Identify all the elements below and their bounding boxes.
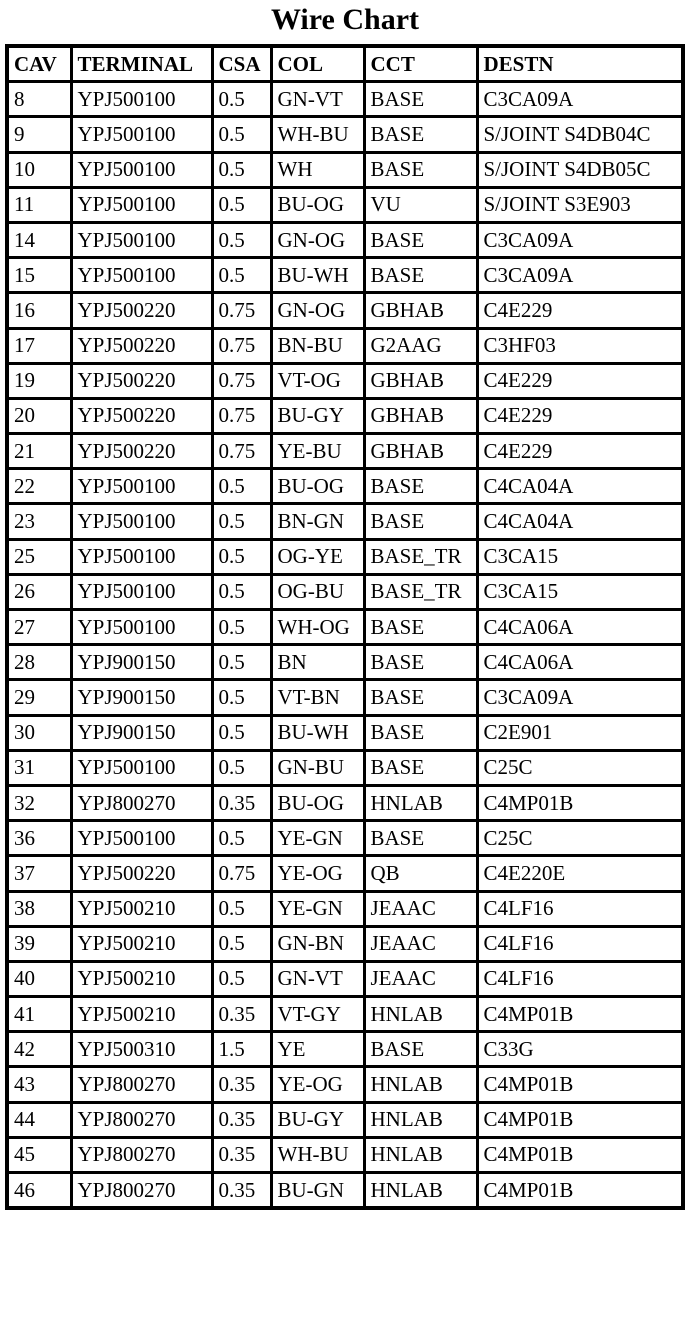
cell-cct: BASE <box>364 821 477 856</box>
cell-col: GN-OG <box>271 222 364 257</box>
cell-cav: 26 <box>7 574 71 609</box>
cell-cav: 44 <box>7 1102 71 1137</box>
cell-csa: 0.5 <box>212 222 271 257</box>
table-row <box>7 1067 683 1102</box>
cell-terminal: YPJ500310 <box>71 1032 212 1067</box>
cell-col: VT-BN <box>271 680 364 715</box>
cell-cct: BASE <box>364 680 477 715</box>
cell-cav: 46 <box>7 1173 71 1209</box>
cell-cav: 28 <box>7 645 71 680</box>
table-row <box>7 152 683 187</box>
cell-cav: 32 <box>7 785 71 820</box>
cell-cav: 29 <box>7 680 71 715</box>
cell-destn: C4LF16 <box>477 891 683 926</box>
cell-destn: C4LF16 <box>477 926 683 961</box>
cell-destn: C3HF03 <box>477 328 683 363</box>
cell-csa: 0.5 <box>212 187 271 222</box>
cell-csa: 0.5 <box>212 258 271 293</box>
cell-cav: 14 <box>7 222 71 257</box>
table-row <box>7 926 683 961</box>
cell-cct: HNLAB <box>364 997 477 1032</box>
cell-cct: JEAAC <box>364 961 477 996</box>
table-row <box>7 750 683 785</box>
cell-col: BN <box>271 645 364 680</box>
cell-cct: BASE <box>364 117 477 152</box>
cell-terminal: YPJ500220 <box>71 856 212 891</box>
column-header-col: COL <box>271 46 364 82</box>
cell-cav: 30 <box>7 715 71 750</box>
table-row <box>7 82 683 117</box>
cell-terminal: YPJ500220 <box>71 398 212 433</box>
cell-csa: 0.75 <box>212 328 271 363</box>
cell-terminal: YPJ500220 <box>71 434 212 469</box>
cell-cav: 40 <box>7 961 71 996</box>
cell-col: BU-WH <box>271 258 364 293</box>
cell-cct: HNLAB <box>364 1067 477 1102</box>
header-row <box>7 46 683 82</box>
cell-terminal: YPJ900150 <box>71 715 212 750</box>
column-header-cct: CCT <box>364 46 477 82</box>
cell-terminal: YPJ500220 <box>71 293 212 328</box>
table-row <box>7 961 683 996</box>
wire-chart-table <box>5 44 685 1210</box>
table-row <box>7 574 683 609</box>
cell-destn: C4LF16 <box>477 961 683 996</box>
cell-cct: GBHAB <box>364 434 477 469</box>
table-row <box>7 363 683 398</box>
cell-cct: BASE <box>364 645 477 680</box>
cell-destn: C4MP01B <box>477 1067 683 1102</box>
cell-destn: C4MP01B <box>477 997 683 1032</box>
cell-terminal: YPJ500100 <box>71 222 212 257</box>
cell-terminal: YPJ500210 <box>71 891 212 926</box>
cell-terminal: YPJ500100 <box>71 187 212 222</box>
cell-csa: 0.5 <box>212 610 271 645</box>
cell-destn: S/JOINT S3E903 <box>477 187 683 222</box>
cell-csa: 0.5 <box>212 645 271 680</box>
cell-cct: GBHAB <box>364 398 477 433</box>
cell-cct: GBHAB <box>364 293 477 328</box>
cell-col: BU-GY <box>271 398 364 433</box>
cell-col: GN-VT <box>271 961 364 996</box>
cell-csa: 0.5 <box>212 750 271 785</box>
cell-col: BU-GN <box>271 1173 364 1209</box>
table-row <box>7 1102 683 1137</box>
table-row <box>7 539 683 574</box>
table-row <box>7 293 683 328</box>
cell-col: BU-OG <box>271 785 364 820</box>
cell-terminal: YPJ500100 <box>71 82 212 117</box>
cell-cct: BASE <box>364 152 477 187</box>
cell-cct: BASE <box>364 469 477 504</box>
cell-destn: C4CA04A <box>477 469 683 504</box>
cell-terminal: YPJ500100 <box>71 258 212 293</box>
cell-cav: 15 <box>7 258 71 293</box>
cell-col: BU-GY <box>271 1102 364 1137</box>
cell-csa: 0.35 <box>212 1067 271 1102</box>
cell-cct: BASE <box>364 715 477 750</box>
column-header-cav: CAV <box>7 46 71 82</box>
cell-col: YE-GN <box>271 891 364 926</box>
cell-cct: JEAAC <box>364 891 477 926</box>
cell-col: YE-GN <box>271 821 364 856</box>
cell-destn: C4CA04A <box>477 504 683 539</box>
cell-destn: C3CA09A <box>477 82 683 117</box>
cell-col: YE-OG <box>271 856 364 891</box>
cell-csa: 0.75 <box>212 398 271 433</box>
cell-destn: C4MP01B <box>477 1173 683 1209</box>
cell-csa: 0.5 <box>212 961 271 996</box>
cell-terminal: YPJ500100 <box>71 821 212 856</box>
table-row <box>7 258 683 293</box>
table-row <box>7 610 683 645</box>
cell-destn: C3CA15 <box>477 574 683 609</box>
cell-terminal: YPJ500210 <box>71 926 212 961</box>
cell-cct: BASE <box>364 82 477 117</box>
cell-terminal: YPJ800270 <box>71 1067 212 1102</box>
cell-cct: BASE <box>364 258 477 293</box>
cell-destn: C4CA06A <box>477 645 683 680</box>
page-title: Wire Chart <box>270 3 420 36</box>
cell-csa: 0.5 <box>212 574 271 609</box>
cell-destn: C4E229 <box>477 293 683 328</box>
cell-col: GN-BN <box>271 926 364 961</box>
column-header-destn: DESTN <box>477 46 683 82</box>
cell-terminal: YPJ500210 <box>71 961 212 996</box>
cell-csa: 0.5 <box>212 680 271 715</box>
cell-csa: 0.75 <box>212 363 271 398</box>
cell-col: VT-OG <box>271 363 364 398</box>
cell-destn: C4E229 <box>477 398 683 433</box>
cell-csa: 0.75 <box>212 434 271 469</box>
table-row <box>7 117 683 152</box>
table-row <box>7 785 683 820</box>
cell-csa: 0.35 <box>212 1102 271 1137</box>
cell-cct: HNLAB <box>364 1102 477 1137</box>
cell-csa: 0.5 <box>212 926 271 961</box>
cell-destn: C4MP01B <box>477 785 683 820</box>
cell-csa: 0.5 <box>212 539 271 574</box>
cell-cav: 27 <box>7 610 71 645</box>
cell-col: BN-GN <box>271 504 364 539</box>
cell-cct: HNLAB <box>364 1173 477 1209</box>
cell-destn: C4E220E <box>477 856 683 891</box>
cell-destn: C3CA09A <box>477 258 683 293</box>
cell-csa: 0.35 <box>212 1173 271 1209</box>
cell-cct: BASE <box>364 222 477 257</box>
cell-csa: 0.5 <box>212 82 271 117</box>
cell-csa: 0.5 <box>212 504 271 539</box>
cell-cav: 45 <box>7 1137 71 1172</box>
table-row <box>7 469 683 504</box>
table-row <box>7 856 683 891</box>
cell-cav: 31 <box>7 750 71 785</box>
cell-csa: 0.5 <box>212 152 271 187</box>
table-row <box>7 187 683 222</box>
cell-terminal: YPJ900150 <box>71 680 212 715</box>
table-row <box>7 1032 683 1067</box>
cell-cav: 36 <box>7 821 71 856</box>
cell-cct: BASE <box>364 504 477 539</box>
cell-cct: GBHAB <box>364 363 477 398</box>
cell-terminal: YPJ500100 <box>71 469 212 504</box>
cell-destn: C25C <box>477 821 683 856</box>
cell-csa: 0.35 <box>212 997 271 1032</box>
table-row <box>7 645 683 680</box>
cell-destn: C3CA15 <box>477 539 683 574</box>
cell-cav: 8 <box>7 82 71 117</box>
cell-csa: 1.5 <box>212 1032 271 1067</box>
cell-destn: C4CA06A <box>477 610 683 645</box>
cell-col: BN-BU <box>271 328 364 363</box>
cell-cct: G2AAG <box>364 328 477 363</box>
cell-destn: C2E901 <box>477 715 683 750</box>
cell-cav: 9 <box>7 117 71 152</box>
cell-destn: C4E229 <box>477 363 683 398</box>
cell-destn: C4MP01B <box>477 1137 683 1172</box>
cell-destn: C33G <box>477 1032 683 1067</box>
cell-col: WH-BU <box>271 117 364 152</box>
table-row <box>7 1173 683 1209</box>
cell-cav: 23 <box>7 504 71 539</box>
cell-col: VT-GY <box>271 997 364 1032</box>
cell-cav: 11 <box>7 187 71 222</box>
cell-cct: BASE <box>364 610 477 645</box>
cell-destn: S/JOINT S4DB05C <box>477 152 683 187</box>
cell-cav: 43 <box>7 1067 71 1102</box>
cell-cav: 16 <box>7 293 71 328</box>
cell-cav: 17 <box>7 328 71 363</box>
cell-cav: 10 <box>7 152 71 187</box>
cell-terminal: YPJ800270 <box>71 1137 212 1172</box>
cell-csa: 0.75 <box>212 856 271 891</box>
table-row <box>7 504 683 539</box>
cell-csa: 0.35 <box>212 785 271 820</box>
cell-cct: HNLAB <box>364 1137 477 1172</box>
cell-destn: S/JOINT S4DB04C <box>477 117 683 152</box>
cell-terminal: YPJ500100 <box>71 539 212 574</box>
cell-col: OG-YE <box>271 539 364 574</box>
cell-destn: C3CA09A <box>477 222 683 257</box>
cell-col: BU-OG <box>271 469 364 504</box>
cell-col: GN-OG <box>271 293 364 328</box>
cell-terminal: YPJ500220 <box>71 363 212 398</box>
cell-col: YE <box>271 1032 364 1067</box>
cell-col: OG-BU <box>271 574 364 609</box>
cell-cct: JEAAC <box>364 926 477 961</box>
column-header-terminal: TERMINAL <box>71 46 212 82</box>
table-row <box>7 715 683 750</box>
table-row <box>7 434 683 469</box>
cell-col: GN-BU <box>271 750 364 785</box>
cell-cav: 25 <box>7 539 71 574</box>
cell-cav: 42 <box>7 1032 71 1067</box>
table-row <box>7 997 683 1032</box>
cell-cct: VU <box>364 187 477 222</box>
cell-destn: C3CA09A <box>477 680 683 715</box>
cell-cav: 22 <box>7 469 71 504</box>
table-row <box>7 222 683 257</box>
cell-destn: C25C <box>477 750 683 785</box>
cell-csa: 0.5 <box>212 715 271 750</box>
cell-csa: 0.75 <box>212 293 271 328</box>
cell-terminal: YPJ500210 <box>71 997 212 1032</box>
cell-terminal: YPJ500220 <box>71 328 212 363</box>
cell-cav: 19 <box>7 363 71 398</box>
cell-cav: 41 <box>7 997 71 1032</box>
table-row <box>7 1137 683 1172</box>
cell-cav: 39 <box>7 926 71 961</box>
cell-terminal: YPJ500100 <box>71 152 212 187</box>
cell-terminal: YPJ500100 <box>71 117 212 152</box>
cell-col: BU-OG <box>271 187 364 222</box>
cell-col: WH-OG <box>271 610 364 645</box>
cell-cav: 38 <box>7 891 71 926</box>
cell-terminal: YPJ800270 <box>71 1173 212 1209</box>
cell-terminal: YPJ800270 <box>71 1102 212 1137</box>
cell-terminal: YPJ900150 <box>71 645 212 680</box>
cell-cct: QB <box>364 856 477 891</box>
cell-col: YE-OG <box>271 1067 364 1102</box>
cell-cct: HNLAB <box>364 785 477 820</box>
table-header <box>7 46 683 82</box>
cell-cct: BASE_TR <box>364 539 477 574</box>
cell-csa: 0.5 <box>212 891 271 926</box>
cell-csa: 0.5 <box>212 469 271 504</box>
cell-terminal: YPJ800270 <box>71 785 212 820</box>
table-row <box>7 891 683 926</box>
cell-cct: BASE_TR <box>364 574 477 609</box>
cell-col: WH-BU <box>271 1137 364 1172</box>
cell-csa: 0.5 <box>212 821 271 856</box>
cell-cct: BASE <box>364 1032 477 1067</box>
cell-terminal: YPJ500100 <box>71 504 212 539</box>
cell-cct: BASE <box>364 750 477 785</box>
table-row <box>7 398 683 433</box>
cell-col: YE-BU <box>271 434 364 469</box>
table-row <box>7 821 683 856</box>
table-body <box>7 82 683 1209</box>
column-header-csa: CSA <box>212 46 271 82</box>
cell-cav: 21 <box>7 434 71 469</box>
cell-col: GN-VT <box>271 82 364 117</box>
cell-terminal: YPJ500100 <box>71 574 212 609</box>
cell-cav: 20 <box>7 398 71 433</box>
cell-destn: C4E229 <box>477 434 683 469</box>
cell-terminal: YPJ500100 <box>71 610 212 645</box>
table-row <box>7 680 683 715</box>
cell-csa: 0.5 <box>212 117 271 152</box>
cell-destn: C4MP01B <box>477 1102 683 1137</box>
table-row <box>7 328 683 363</box>
cell-cav: 37 <box>7 856 71 891</box>
cell-csa: 0.35 <box>212 1137 271 1172</box>
cell-terminal: YPJ500100 <box>71 750 212 785</box>
cell-col: BU-WH <box>271 715 364 750</box>
cell-col: WH <box>271 152 364 187</box>
